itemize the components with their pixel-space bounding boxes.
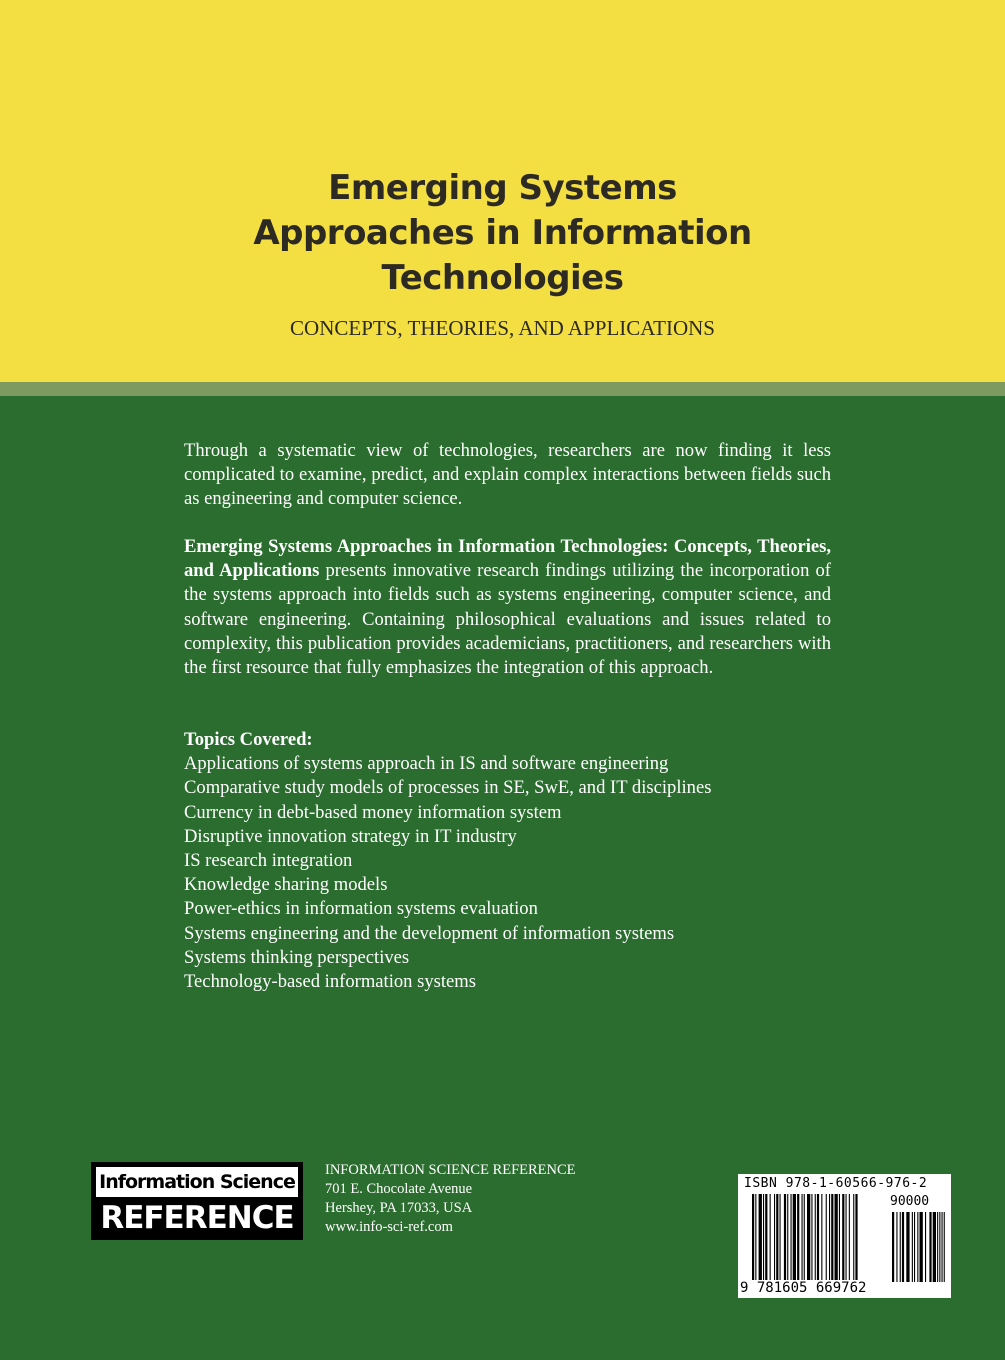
barcode-number: 9 781605 669762: [740, 1280, 867, 1296]
logo-line-2: REFERENCE: [100, 1200, 294, 1236]
publisher-website: www.info-sci-ref.com: [325, 1219, 453, 1235]
publisher-logo: [91, 1162, 303, 1240]
book-subtitle: CONCEPTS, THEORIES, AND APPLICATIONS: [290, 316, 715, 340]
divider-band: [0, 382, 1005, 396]
topic-item: Comparative study models of processes in SE, SwE, and IT disciplines: [184, 777, 712, 799]
publisher-city: Hershey, PA 17033, USA: [325, 1200, 473, 1216]
title-line: Emerging Systems: [328, 168, 677, 208]
book-title: [0, 166, 1005, 301]
description-paragraph-2-text: presents innovative research findings utilizing the incorporation of the systems approach into fields such as systems engineering, computer science, and software engineering. Containing philosophical evaluations and issues related to complexity, this publication provides academicians, practitioners, and researchers with the first resource that fully emphasizes the integration of this approach.: [184, 560, 831, 679]
title-line: Technologies: [381, 258, 624, 298]
isbn-text: ISBN 978-1-60566-976-2: [744, 1176, 928, 1191]
topic-item: Systems engineering and the development of information systems: [184, 922, 675, 944]
description-paragraph-2: [184, 535, 831, 680]
description-book-title: Emerging Systems Approaches in Information Technologies: Concepts, Theories, and Applications: [184, 536, 831, 582]
topics-heading: Topics Covered:: [184, 729, 313, 750]
publisher-street: 701 E. Chocolate Avenue: [325, 1181, 473, 1197]
topic-item: Technology-based information systems: [184, 971, 477, 993]
logo-line-1: Information Science: [96, 1167, 298, 1197]
topic-item: Systems thinking perspectives: [184, 946, 410, 968]
barcode-addon: 90000: [890, 1194, 930, 1209]
topic-item: IS research integration: [184, 850, 353, 872]
topic-item: Applications of systems approach in IS and software engineering: [184, 753, 669, 775]
topics-section: [184, 728, 831, 994]
topic-item: Power-ethics in information systems evaluation: [184, 898, 538, 920]
topic-item: Knowledge sharing models: [184, 874, 388, 896]
topic-item: Disruptive innovation strategy in IT industry: [184, 825, 517, 847]
description-paragraph-1: Through a systematic view of technologies, researchers are now finding it less complicated to examine, predict, and explain complex interactions between fields such as engineering and computer science.: [184, 440, 831, 510]
publisher-address: [325, 1161, 576, 1237]
publisher-name: INFORMATION SCIENCE REFERENCE: [325, 1162, 576, 1178]
isbn-barcode: [738, 1174, 951, 1298]
topic-item: Currency in debt-based money information system: [184, 801, 562, 823]
title-line: Approaches in Information: [253, 213, 752, 253]
